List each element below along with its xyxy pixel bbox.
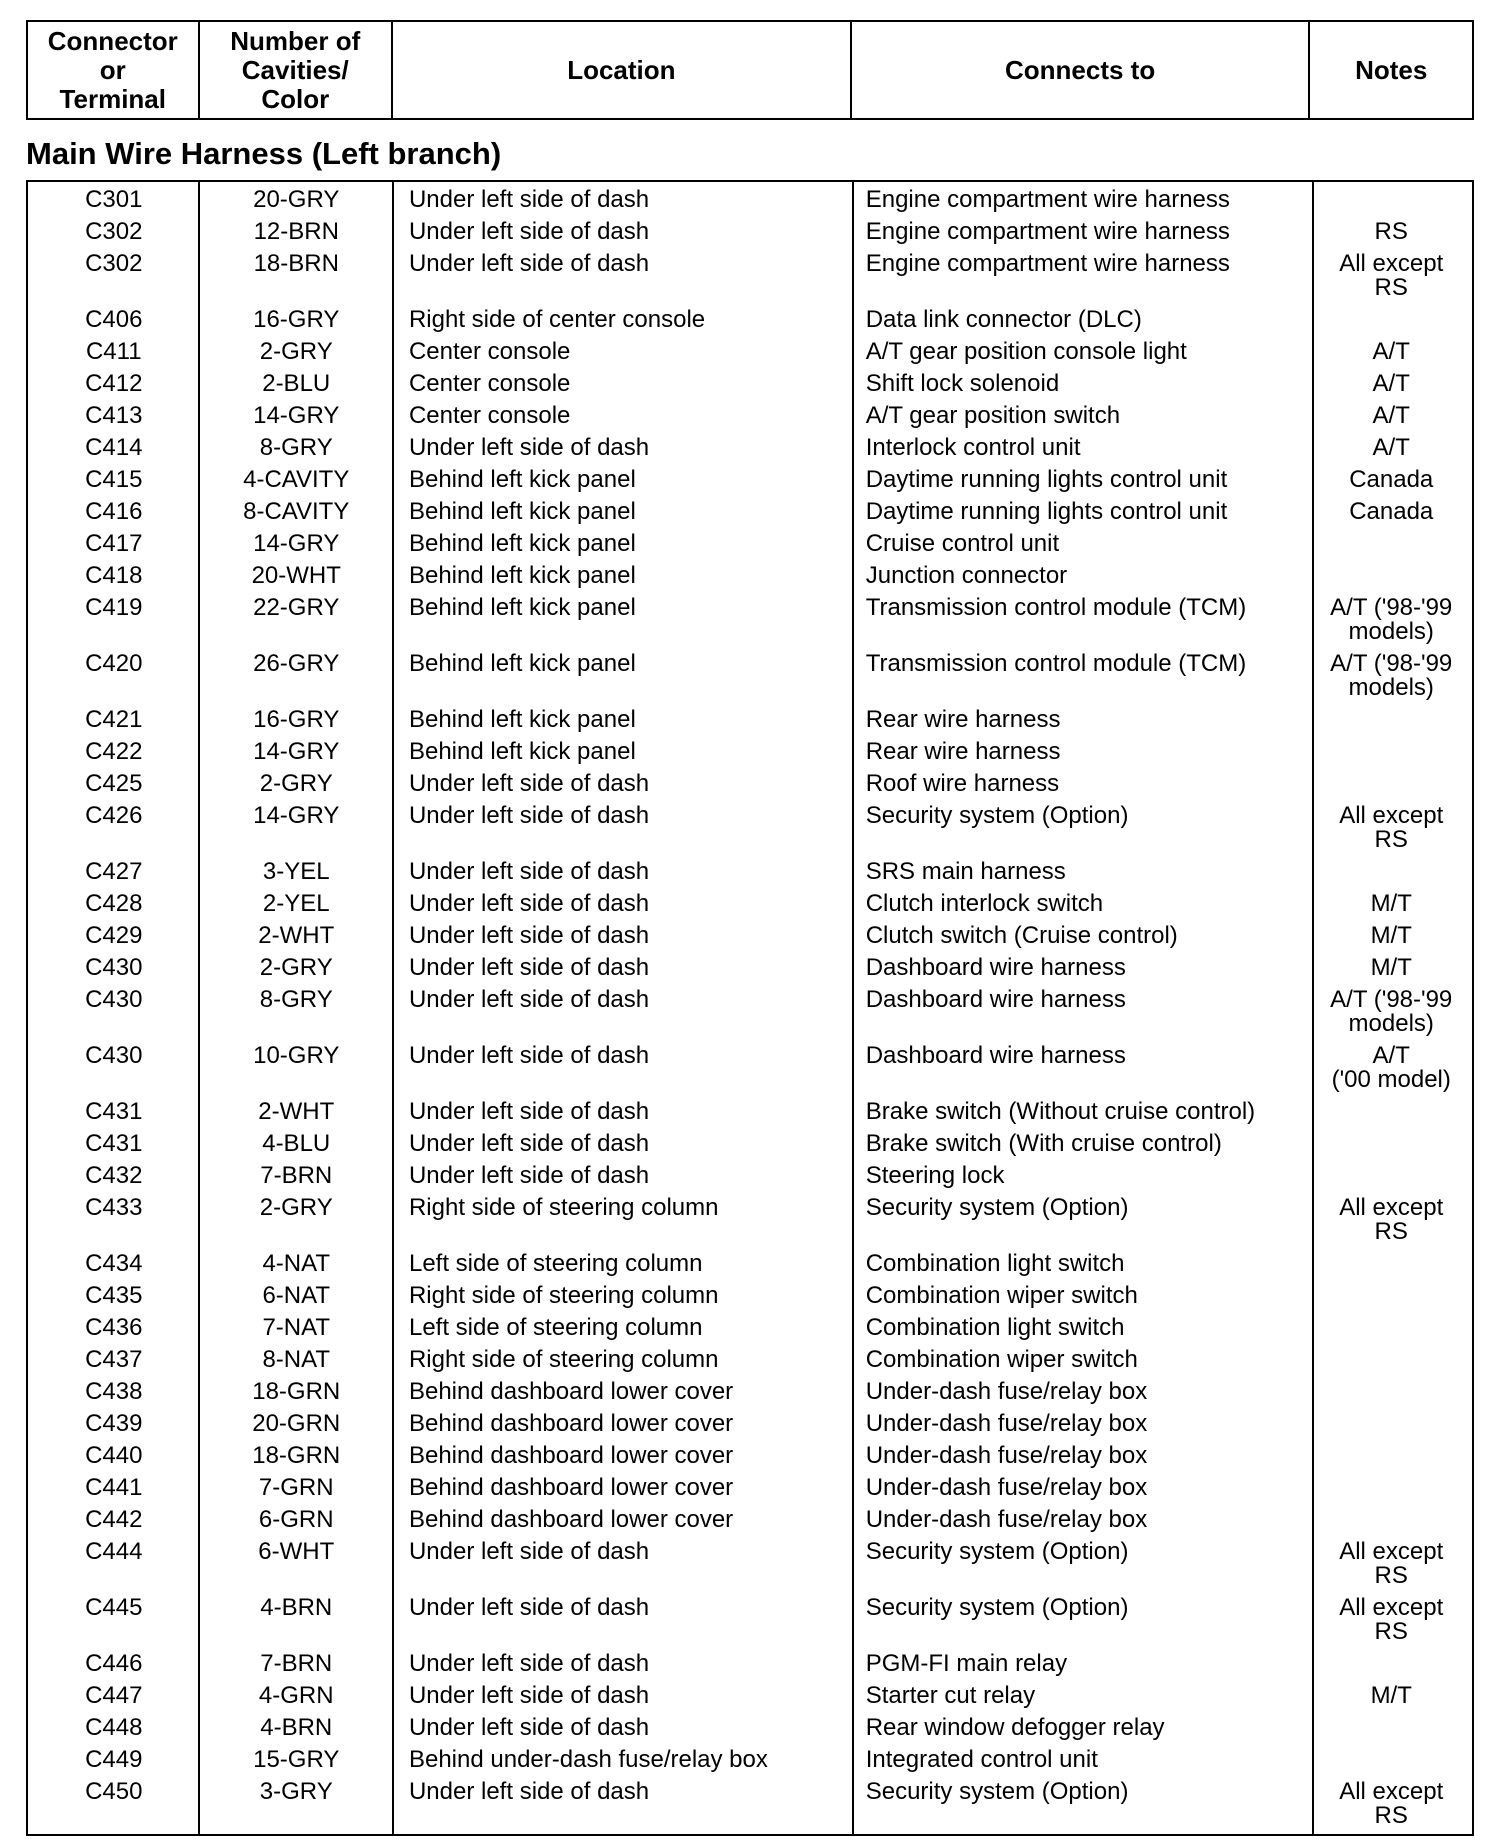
connector-cell: C434 [85, 1250, 143, 1277]
table-row [28, 1380, 1472, 1412]
connects-to-cell: Rear window defogger relay [865, 1714, 1165, 1741]
cavities-cell: 18-GRN [252, 1442, 341, 1469]
location-cell: Under left side of dash [408, 890, 650, 917]
table-row [28, 1444, 1472, 1476]
notes-cell [1310, 1748, 1472, 1780]
notes-cell: A/T [1372, 370, 1410, 397]
table-row [28, 564, 1472, 596]
header-cavities: Number of Cavities/ Color [200, 22, 393, 118]
table-row [28, 956, 1472, 988]
location-cell: Behind left kick panel [408, 530, 636, 557]
location-cell: Under left side of dash [408, 218, 650, 245]
connector-cell: C445 [85, 1594, 143, 1621]
notes-cell [1310, 1348, 1472, 1380]
location-cell: Behind left kick panel [408, 594, 636, 621]
table-row [28, 1348, 1472, 1380]
connector-cell: C301 [85, 186, 143, 213]
cavities-cell: 7-NAT [262, 1314, 331, 1341]
connector-cell: C439 [85, 1410, 143, 1437]
table-row [28, 252, 1472, 308]
connects-to-cell: Under-dash fuse/relay box [865, 1378, 1148, 1405]
notes-cell [1310, 1380, 1472, 1412]
table-row [28, 1164, 1472, 1196]
connector-cell: C447 [85, 1682, 143, 1709]
location-cell: Center console [408, 402, 571, 429]
notes-cell [1310, 564, 1472, 596]
location-cell: Right side of steering column [408, 1282, 719, 1309]
connects-to-cell: Dashboard wire harness [865, 986, 1126, 1013]
table-row [28, 220, 1472, 252]
connects-to-cell: Combination wiper switch [865, 1346, 1138, 1373]
notes-cell: A/T ('98-'99 models) [1330, 594, 1453, 645]
location-cell: Under left side of dash [408, 434, 650, 461]
location-cell: Under left side of dash [408, 770, 650, 797]
location-cell: Under left side of dash [408, 186, 650, 213]
connects-to-cell: Steering lock [865, 1162, 1005, 1189]
notes-cell [1310, 1444, 1472, 1476]
cavities-cell: 2-YEL [262, 890, 330, 917]
cavities-cell: 8-GRY [259, 434, 333, 461]
connector-cell: C302 [85, 218, 143, 245]
notes-cell: Canada [1349, 498, 1434, 525]
notes-cell [1310, 1476, 1472, 1508]
notes-cell [1310, 1316, 1472, 1348]
connector-cell: C446 [85, 1650, 143, 1677]
cavities-cell: 4-BRN [260, 1594, 333, 1621]
cavities-cell: 3-YEL [262, 858, 330, 885]
cavities-cell: 15-GRY [253, 1746, 340, 1773]
connects-to-cell: Integrated control unit [865, 1746, 1098, 1773]
notes-cell [1310, 772, 1472, 804]
connector-cell: C413 [85, 402, 143, 429]
connects-to-cell: Shift lock solenoid [865, 370, 1060, 397]
connector-cell: C422 [85, 738, 143, 765]
notes-cell [1310, 1716, 1472, 1748]
table-row [28, 436, 1472, 468]
table-row [28, 1748, 1472, 1780]
connector-cell: C433 [85, 1194, 143, 1221]
table-row [28, 1044, 1472, 1100]
location-cell: Behind dashboard lower cover [408, 1442, 734, 1469]
connector-cell: C425 [85, 770, 143, 797]
notes-cell: Canada [1349, 466, 1434, 493]
connects-to-cell: Transmission control module (TCM) [865, 594, 1247, 621]
notes-cell [1310, 1100, 1472, 1132]
notes-cell [1310, 188, 1472, 220]
cavities-cell: 2-BLU [262, 370, 331, 397]
connects-to-cell: Daytime running lights control unit [865, 498, 1228, 525]
notes-cell: M/T [1370, 954, 1412, 981]
connects-to-cell: Combination wiper switch [865, 1282, 1138, 1309]
connects-to-cell: Starter cut relay [865, 1682, 1036, 1709]
cavities-cell: 20-GRY [253, 186, 340, 213]
notes-cell [1310, 532, 1472, 564]
cavities-cell: 7-BRN [260, 1650, 333, 1677]
location-cell: Under left side of dash [408, 922, 650, 949]
connects-to-cell: Junction connector [865, 562, 1068, 589]
cavities-cell: 6-WHT [258, 1538, 335, 1565]
notes-cell: All except RS [1339, 1778, 1444, 1829]
connects-to-cell: Security system (Option) [865, 1194, 1129, 1221]
location-cell: Under left side of dash [408, 1778, 650, 1805]
notes-cell: All except RS [1339, 1194, 1444, 1245]
connector-cell: C436 [85, 1314, 143, 1341]
cavities-cell: 2-WHT [258, 1098, 335, 1125]
connects-to-cell: Under-dash fuse/relay box [865, 1442, 1148, 1469]
notes-cell: A/T ('98-'99 models) [1330, 650, 1453, 701]
connects-to-cell: Engine compartment wire harness [865, 218, 1230, 245]
connects-to-cell: Under-dash fuse/relay box [865, 1410, 1148, 1437]
location-cell: Center console [408, 370, 571, 397]
notes-cell: A/T ('98-'99 models) [1330, 986, 1453, 1037]
cavities-cell: 18-GRN [252, 1378, 341, 1405]
connector-cell: C417 [85, 530, 143, 557]
table-header [26, 20, 1474, 120]
connector-cell: C431 [85, 1098, 143, 1125]
table-row [28, 468, 1472, 500]
connects-to-cell: Brake switch (With cruise control) [865, 1130, 1222, 1157]
location-cell: Left side of steering column [408, 1314, 703, 1341]
cavities-cell: 12-BRN [253, 218, 339, 245]
cavities-cell: 4-BLU [262, 1130, 331, 1157]
table-row [28, 188, 1472, 220]
header-connector: Connector or Terminal [28, 22, 200, 118]
location-cell: Right side of steering column [408, 1194, 719, 1221]
connector-cell: C415 [85, 466, 143, 493]
connects-to-cell: Engine compartment wire harness [865, 250, 1230, 277]
location-cell: Right side of steering column [408, 1346, 719, 1373]
connector-cell: C432 [85, 1162, 143, 1189]
notes-cell [1310, 1164, 1472, 1196]
table-row [28, 772, 1472, 804]
table-rows [28, 188, 1472, 1836]
connects-to-cell: Clutch interlock switch [865, 890, 1104, 917]
connector-table [26, 180, 1474, 1836]
connector-cell: C302 [85, 250, 143, 277]
cavities-cell: 4-NAT [262, 1250, 331, 1277]
connects-to-cell: Cruise control unit [865, 530, 1060, 557]
table-row [28, 708, 1472, 740]
connector-cell: C427 [85, 858, 143, 885]
connects-to-cell: Rear wire harness [865, 738, 1061, 765]
connects-to-cell: Daytime running lights control unit [865, 466, 1228, 493]
table-row [28, 340, 1472, 372]
location-cell: Under left side of dash [408, 1682, 650, 1709]
connector-cell: C426 [85, 802, 143, 829]
notes-cell: RS [1374, 218, 1408, 245]
location-cell: Under left side of dash [408, 1650, 650, 1677]
table-row [28, 404, 1472, 436]
table-row [28, 1652, 1472, 1684]
location-cell: Behind under-dash fuse/relay box [408, 1746, 768, 1773]
connector-cell: C444 [85, 1538, 143, 1565]
table-row [28, 1476, 1472, 1508]
table-row [28, 1540, 1472, 1596]
header-connects-to: Connects to [852, 22, 1311, 118]
section-title: Main Wire Harness (Left branch) [26, 136, 502, 171]
location-cell: Behind left kick panel [408, 706, 636, 733]
table-row [28, 1100, 1472, 1132]
connects-to-cell: Under-dash fuse/relay box [865, 1506, 1148, 1533]
table-row [28, 1596, 1472, 1652]
notes-cell: A/T [1372, 402, 1410, 429]
location-cell: Behind dashboard lower cover [408, 1506, 734, 1533]
cavities-cell: 10-GRY [253, 1042, 340, 1069]
connector-cell: C420 [85, 650, 143, 677]
table-row [28, 988, 1472, 1044]
connects-to-cell: Transmission control module (TCM) [865, 650, 1247, 677]
cavities-cell: 26-GRY [253, 650, 340, 677]
cavities-cell: 7-GRN [258, 1474, 334, 1501]
cavities-cell: 20-WHT [251, 562, 341, 589]
notes-cell [1310, 740, 1472, 772]
cavities-cell: 2-WHT [258, 922, 335, 949]
table-row [28, 1284, 1472, 1316]
table-row [28, 1716, 1472, 1748]
connects-to-cell: Under-dash fuse/relay box [865, 1474, 1148, 1501]
location-cell: Behind left kick panel [408, 562, 636, 589]
notes-cell: All except RS [1339, 1538, 1444, 1589]
location-cell: Left side of steering column [408, 1250, 703, 1277]
connects-to-cell: Rear wire harness [865, 706, 1061, 733]
connector-cell: C430 [85, 1042, 143, 1069]
connector-cell: C411 [85, 338, 142, 365]
location-cell: Under left side of dash [408, 1042, 650, 1069]
cavities-cell: 4-CAVITY [243, 466, 350, 493]
location-cell: Under left side of dash [408, 1538, 650, 1565]
location-cell: Behind dashboard lower cover [408, 1474, 734, 1501]
connector-cell: C438 [85, 1378, 143, 1405]
cavities-cell: 14-GRY [253, 402, 340, 429]
connects-to-cell: Brake switch (Without cruise control) [865, 1098, 1256, 1125]
table-row [28, 1780, 1472, 1836]
connector-cell: C406 [85, 306, 143, 333]
location-cell: Under left side of dash [408, 858, 650, 885]
table-row [28, 1132, 1472, 1164]
connector-cell: C441 [85, 1474, 143, 1501]
cavities-cell: 22-GRY [253, 594, 340, 621]
connects-to-cell: Data link connector (DLC) [865, 306, 1142, 333]
notes-cell [1310, 1132, 1472, 1164]
cavities-cell: 6-GRN [258, 1506, 334, 1533]
connects-to-cell: Dashboard wire harness [865, 1042, 1126, 1069]
cavities-cell: 2-GRY [259, 338, 333, 365]
connector-cell: C442 [85, 1506, 143, 1533]
table-row [28, 652, 1472, 708]
cavities-cell: 8-CAVITY [243, 498, 350, 525]
location-cell: Under left side of dash [408, 1714, 650, 1741]
notes-cell [1310, 308, 1472, 340]
connects-to-cell: Dashboard wire harness [865, 954, 1126, 981]
connector-cell: C414 [85, 434, 143, 461]
connector-cell: C418 [85, 562, 143, 589]
notes-cell [1310, 1508, 1472, 1540]
connects-to-cell: Security system (Option) [865, 802, 1129, 829]
cavities-cell: 3-GRY [259, 1778, 333, 1805]
notes-cell [1310, 1252, 1472, 1284]
table-row [28, 860, 1472, 892]
table-row [28, 1412, 1472, 1444]
location-cell: Under left side of dash [408, 1130, 650, 1157]
table-row [28, 532, 1472, 564]
connects-to-cell: Combination light switch [865, 1314, 1125, 1341]
header-notes: Notes [1355, 54, 1428, 85]
table-row [28, 372, 1472, 404]
notes-cell [1310, 1412, 1472, 1444]
notes-cell: All except RS [1339, 250, 1444, 301]
notes-cell: A/T [1372, 338, 1410, 365]
location-cell: Under left side of dash [408, 250, 650, 277]
cavities-cell: 4-BRN [260, 1714, 333, 1741]
connects-to-cell: Combination light switch [865, 1250, 1125, 1277]
cavities-cell: 16-GRY [253, 706, 340, 733]
connector-cell: C431 [85, 1130, 143, 1157]
table-row [28, 500, 1472, 532]
connector-cell: C430 [85, 986, 143, 1013]
cavities-cell: 2-GRY [259, 954, 333, 981]
table-row [28, 1252, 1472, 1284]
connector-cell: C450 [85, 1778, 143, 1805]
table-row [28, 308, 1472, 340]
location-cell: Under left side of dash [408, 954, 650, 981]
header-location: Location [393, 22, 852, 118]
connects-to-cell: Clutch switch (Cruise control) [865, 922, 1178, 949]
connector-cell: C437 [85, 1346, 143, 1373]
connector-cell: C421 [85, 706, 143, 733]
location-cell: Right side of center console [408, 306, 706, 333]
connector-cell: C416 [85, 498, 143, 525]
notes-cell [1310, 1284, 1472, 1316]
cavities-cell: 20-GRN [252, 1410, 341, 1437]
notes-cell: M/T [1370, 922, 1412, 949]
connector-cell: C429 [85, 922, 143, 949]
cavities-cell: 8-NAT [262, 1346, 331, 1373]
connector-cell: C428 [85, 890, 143, 917]
cavities-cell: 4-GRN [258, 1682, 334, 1709]
connects-to-cell: Security system (Option) [865, 1594, 1129, 1621]
notes-cell [1310, 708, 1472, 740]
connects-to-cell: Roof wire harness [865, 770, 1060, 797]
connector-cell: C419 [85, 594, 143, 621]
notes-cell [1310, 860, 1472, 892]
connector-cell: C435 [85, 1282, 143, 1309]
table-row [28, 804, 1472, 860]
location-cell: Behind left kick panel [408, 466, 636, 493]
connector-cell: C430 [85, 954, 143, 981]
location-cell: Center console [408, 338, 571, 365]
location-cell: Behind dashboard lower cover [408, 1410, 734, 1437]
location-cell: Behind left kick panel [408, 738, 636, 765]
cavities-cell: 14-GRY [253, 530, 340, 557]
connects-to-cell: Security system (Option) [865, 1538, 1129, 1565]
connects-to-cell: A/T gear position console light [865, 338, 1187, 365]
table-row [28, 1508, 1472, 1540]
notes-cell: A/T ('00 model) [1331, 1042, 1451, 1093]
notes-cell: M/T [1370, 890, 1412, 917]
table-row [28, 892, 1472, 924]
connects-to-cell: Security system (Option) [865, 1778, 1129, 1805]
connector-cell: C449 [85, 1746, 143, 1773]
connector-cell: C448 [85, 1714, 143, 1741]
connector-cell: C412 [85, 370, 143, 397]
location-cell: Under left side of dash [408, 1098, 650, 1125]
table-row [28, 924, 1472, 956]
connects-to-cell: A/T gear position switch [865, 402, 1121, 429]
table-row [28, 596, 1472, 652]
connects-to-cell: PGM-FI main relay [865, 1650, 1068, 1677]
location-cell: Behind left kick panel [408, 498, 636, 525]
connects-to-cell: Engine compartment wire harness [865, 186, 1230, 213]
notes-cell: A/T [1372, 434, 1410, 461]
cavities-cell: 2-GRY [259, 1194, 333, 1221]
notes-cell: All except RS [1339, 802, 1444, 853]
table-row [28, 1684, 1472, 1716]
cavities-cell: 7-BRN [260, 1162, 333, 1189]
table-row [28, 1316, 1472, 1348]
location-cell: Under left side of dash [408, 1594, 650, 1621]
table-row [28, 1196, 1472, 1252]
location-cell: Behind left kick panel [408, 650, 636, 677]
connects-to-cell: Interlock control unit [865, 434, 1081, 461]
location-cell: Under left side of dash [408, 986, 650, 1013]
connector-cell: C440 [85, 1442, 143, 1469]
location-cell: Behind dashboard lower cover [408, 1378, 734, 1405]
cavities-cell: 16-GRY [253, 306, 340, 333]
notes-cell: M/T [1370, 1682, 1412, 1709]
table-row [28, 740, 1472, 772]
notes-cell [1310, 1652, 1472, 1684]
cavities-cell: 14-GRY [253, 738, 340, 765]
cavities-cell: 14-GRY [253, 802, 340, 829]
connects-to-cell: SRS main harness [865, 858, 1066, 885]
cavities-cell: 2-GRY [259, 770, 333, 797]
cavities-cell: 6-NAT [262, 1282, 331, 1309]
cavities-cell: 18-BRN [253, 250, 339, 277]
notes-cell: All except RS [1339, 1594, 1444, 1645]
location-cell: Under left side of dash [408, 802, 650, 829]
cavities-cell: 8-GRY [259, 986, 333, 1013]
location-cell: Under left side of dash [408, 1162, 650, 1189]
